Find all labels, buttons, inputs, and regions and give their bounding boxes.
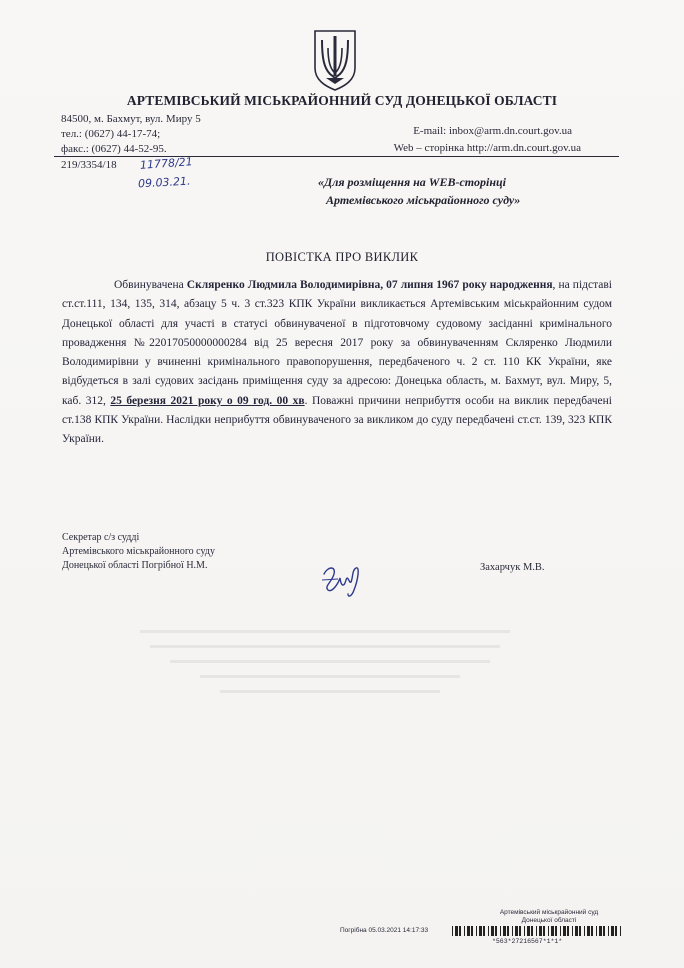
court-email: E-mail: inbox@arm.dn.court.gov.ua [413,125,572,137]
barcode-text: *563*27216567*1*1* [492,938,563,945]
barcode-bar [608,926,609,936]
header-divider [54,156,619,157]
court-address: 84500, м. Бахмут, вул. Миру 5 [61,113,201,125]
show-through-text-decoration [140,625,520,715]
barcode-bar [467,926,470,936]
barcode-bar [483,926,485,936]
barcode-bar [476,926,477,936]
barcode-bar [567,926,569,936]
case-number: 219/3354/18 [61,159,117,171]
court-website: Web – сторінка http://arm.dn.court.gov.ua [393,142,581,154]
barcode-bar [524,926,525,936]
barcode-bar [591,926,593,936]
barcode-bar [512,926,513,936]
barcode-bar [459,926,461,936]
web-placement-line-2: Артемівського міськрайонного суду» [326,193,521,207]
barcode-bar [536,926,537,936]
handwritten-date: 09.03.21. [137,174,191,191]
court-phone: тел.: (0627) 44-17-74; [61,128,161,140]
registry-received: Погрібна 05.03.2021 14:17:33 [340,927,429,934]
barcode-bar [471,926,473,936]
barcode-bar [527,926,530,936]
barcode-bar [548,926,549,936]
web-placement-note [318,173,520,209]
barcode-bar [611,926,614,936]
document-title: ПОВІСТКА ПРО ВИКЛИК [265,250,419,264]
barcode-bar [507,926,509,936]
defendant-name: Скляренко Людмила Володимирівна, 07 липня 1967 року народження [186,279,553,291]
barcode-icon [452,926,622,936]
barcode-bar [539,926,542,936]
hearing-datetime: 25 березня 2021 року о 09 год. 00 хв [110,394,305,407]
barcode-bar [599,926,602,936]
barcode-bar [555,926,557,936]
barcode-bar [452,926,453,936]
web-placement-line-1: «Для розміщення на WEB-сторінці [318,175,506,189]
barcode-bar [596,926,597,936]
registry-court-line-1: Артемівський міськрайонний суд [499,909,599,916]
barcode-bar [572,926,573,936]
summons-paragraph [62,276,612,450]
signer-name: Захарчук М.В. [480,562,545,573]
court-fax: факс.: (0627) 44-52-95. [61,143,167,155]
secretary-line-3: Донецької області Погрібної Н.М. [62,560,208,571]
handwritten-signature-icon [318,560,368,600]
barcode-bar [515,926,518,936]
body-text-closing: . Поважні причини неприбуття особи на виклик передбачені ст.138 КПК України. Наслідки неприбуття обвинуваченого за викликом до суду передбачені ст.ст. 139, 323 КПК України. [62,394,612,446]
handwritten-outgoing-number: 11778/21 [139,155,194,172]
registry-stamp-court [484,909,614,925]
secretary-block [62,531,215,573]
trident-emblem-icon [312,28,358,92]
barcode-bar [543,926,545,936]
barcode-bar [603,926,605,936]
body-text-intro: Обвинувачена [114,279,187,291]
barcode-bar [620,926,621,936]
barcode-bar [615,926,617,936]
registry-court-line-2: Донецької області [521,917,577,924]
secretary-line-1: Секретар с/з судді [62,532,140,543]
barcode-bar [551,926,554,936]
barcode-bar [587,926,590,936]
barcode-bar [464,926,465,936]
barcode-bar [584,926,585,936]
barcode-bar [575,926,578,936]
court-title: АРТЕМІВСЬКИЙ МІСЬКРАЙОННИЙ СУД ДОНЕЦЬКОЇ ОБЛАСТІ [126,93,558,108]
secretary-line-2: Артемівського міськрайонного суду [62,546,215,557]
barcode-bar [531,926,533,936]
barcode-bar [519,926,521,936]
summons-body [62,276,612,450]
body-text-main: , на підставі ст.ст.111, 134, 135, 314, абзацу 5 ч. 3 ст.323 КПК України викликається Артемівським міськрайонним судом Донецької області для участі в статусі обвинуваченої в підготовчому судовому засіданні кримінального провадження №22017050000000284 від 25 вересня 2017 року за обвинуваченням Скляренко Людмили Володимирівни у вчиненні кримінального правопорушення, передбаченого ч. 2 ст. 110 КК України, яке відбудеться в залі судових засідань приміщення суду за адресою: Донецька область, м. Бахмут, вул. Миру, 5, каб. 312, [62,279,612,407]
barcode-bar [503,926,506,936]
barcode-bar [455,926,458,936]
barcode-bar [488,926,489,936]
barcode-bar [495,926,497,936]
barcode-bar [479,926,482,936]
barcode-bar [491,926,494,936]
barcode-bar [563,926,566,936]
barcode-bar [579,926,581,936]
barcode-bar [560,926,561,936]
barcode-bar [500,926,501,936]
